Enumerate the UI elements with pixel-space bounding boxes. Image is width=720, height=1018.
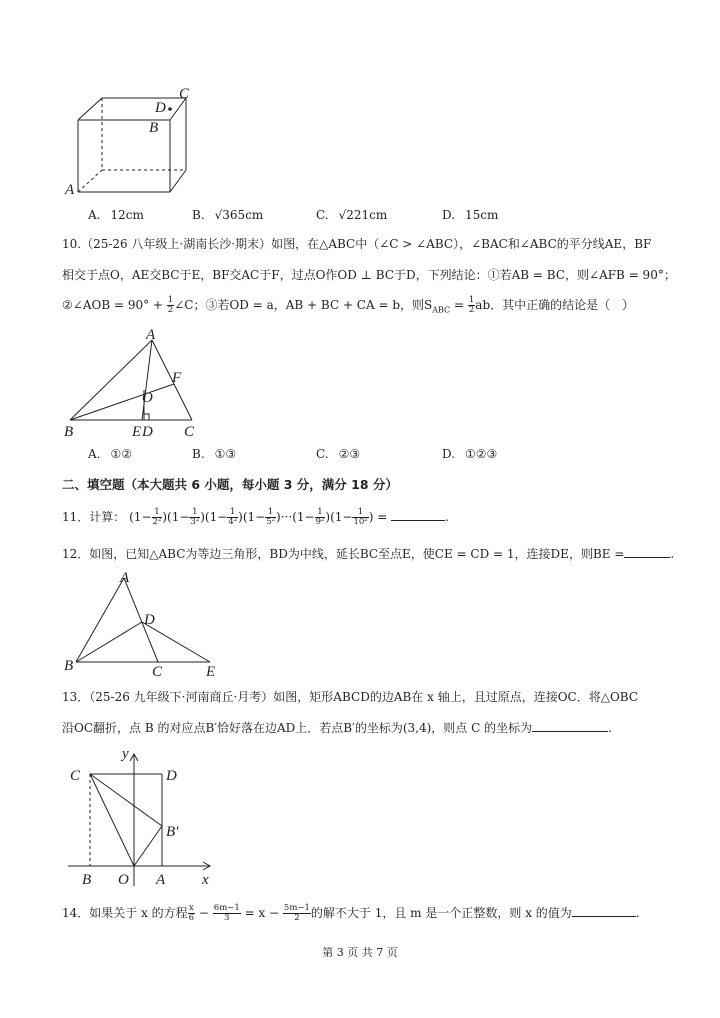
label-o: O: [118, 872, 129, 888]
q10-option-c: [316, 447, 360, 461]
fraction: [283, 904, 311, 923]
label-f: F: [172, 370, 182, 386]
option-text: ①②③: [465, 447, 498, 461]
option-text: ①③: [214, 447, 237, 461]
minus: −: [217, 510, 228, 524]
q11-term-1: (1− $\frac{1}{\text{2²}}$ ): [129, 507, 168, 527]
one: 1: [247, 510, 256, 524]
label-c: C: [179, 86, 190, 102]
option-text: ②③: [338, 447, 361, 461]
option-key: B.: [192, 447, 205, 461]
option-text: 12cm: [110, 208, 144, 222]
section-title: 二、填空题（本大题共 6 小题，每小题 3 分，满分 18 分）: [62, 477, 398, 492]
q13-coordinate-figure: [62, 744, 222, 890]
denominator: 5²: [266, 517, 276, 527]
answer-blank[interactable]: [532, 719, 608, 732]
option-text: √221cm: [338, 208, 388, 222]
label-a: A: [156, 872, 166, 888]
q12-line: [62, 545, 674, 563]
label-d: D: [142, 424, 153, 438]
period: .: [608, 721, 612, 735]
denominator: 4²: [228, 517, 238, 527]
label-e: E: [132, 424, 142, 438]
fraction: [265, 508, 276, 527]
denominator: 6: [188, 913, 195, 923]
minus: −: [141, 510, 152, 524]
denominator: 3²: [190, 517, 200, 527]
label-e: E: [206, 664, 216, 678]
label-y: y: [122, 746, 129, 762]
q11-term-2: (1− $\frac{1}{\text{3²}}$ ): [167, 507, 205, 527]
option-key: D.: [442, 447, 456, 461]
label-a: A: [65, 182, 75, 198]
q10-line-2: 相交于点O，AE交BC于E，BF交AC于F，过点O作OD ⊥ BC于D，下列结论：①若AB = BC，则∠AFB = 90°；: [62, 268, 676, 282]
q11-term-4: (1− $\frac{1}{\text{5²}}$ ): [242, 507, 281, 527]
q14-text: 的解不大于 1，且 m 是一个正整数，则 x 的值为: [310, 906, 572, 920]
label-d: D: [166, 768, 177, 784]
q9-option-a: [88, 208, 144, 222]
label-b: B: [82, 872, 92, 888]
label-c: C: [184, 424, 195, 438]
denominator: 3: [224, 913, 230, 923]
numerator: 1: [167, 295, 174, 305]
period: .: [670, 547, 675, 561]
q11-term-3: (1− $\frac{1}{\text{4²}}$ ): [204, 507, 243, 527]
q11-term-9: (1− $\frac{1}{\text{9²}}$ ): [292, 507, 331, 527]
point-d-dot: [168, 107, 172, 111]
label-b: B: [149, 120, 159, 136]
q9-option-b: [192, 208, 263, 222]
numerator: 1: [315, 508, 326, 518]
numerator: 1: [152, 508, 163, 518]
label-d: D: [155, 100, 166, 116]
q13-text: 沿OC翻折，点 B 的对应点B′恰好落在边AD上．若点B′的坐标为(3,4)，则点 C 的坐标为: [62, 721, 533, 735]
fraction: [213, 904, 241, 923]
label-x: x: [202, 872, 209, 888]
label-b: B: [64, 424, 74, 438]
fraction: [188, 904, 195, 923]
q10-triangle-figure: [62, 326, 212, 438]
equals: =: [373, 510, 392, 524]
q12-text: 12．如图，已知△ABC为等边三角形，BD为中线，延长BC至点E，使CE = CD = 1，连接DE，则BE =: [62, 547, 625, 561]
option-key: A.: [88, 447, 101, 461]
denominator: 10²: [353, 517, 368, 527]
label-b-prime: B′: [166, 824, 179, 840]
one: 1: [171, 510, 180, 524]
minus: −: [304, 510, 315, 524]
label-c: C: [70, 768, 81, 784]
q10-option-a: [88, 447, 132, 461]
q11-term-10: (1− $\frac{1}{\text{10²}}$ ): [330, 507, 374, 527]
denominator: 2: [468, 305, 475, 315]
minus: −: [255, 510, 266, 524]
q10-text: ∠C；③若OD = a，AB + BC + CA = b，则S: [174, 298, 433, 312]
q9-option-c: [316, 208, 387, 222]
q10-option-d: [442, 447, 497, 461]
label-b: B: [64, 658, 74, 674]
ellipsis: ···: [280, 510, 293, 524]
numerator: 1: [352, 508, 368, 518]
q13-line-2: [62, 719, 612, 737]
numerator: x: [188, 903, 194, 913]
label-a: A: [120, 570, 130, 586]
q14-text: 14．如果关于 x 的方程: [62, 906, 188, 920]
q12-triangle-figure: [62, 566, 232, 678]
one: 1: [334, 510, 343, 524]
q9-option-d: [442, 208, 498, 222]
fraction: [189, 508, 200, 527]
option-key: B.: [192, 208, 205, 222]
answer-blank[interactable]: [624, 545, 670, 558]
one: 1: [209, 510, 218, 524]
q10-line-3: [62, 296, 634, 319]
q11-prefix: 11．计算：: [62, 510, 126, 524]
option-text: √365cm: [214, 208, 264, 222]
minus: −: [342, 510, 353, 524]
numerator: 1: [227, 508, 238, 518]
option-key: A.: [88, 208, 101, 222]
answer-blank[interactable]: [572, 904, 636, 917]
numerator: 1: [189, 508, 200, 518]
minus: −: [195, 906, 213, 920]
label-c: C: [152, 664, 163, 678]
numerator: 1: [468, 295, 475, 305]
numerator: 1: [265, 508, 276, 518]
q14-text: = x −: [240, 906, 283, 920]
option-text: ①②: [110, 447, 132, 461]
subscript: ABC: [432, 305, 451, 315]
label-o: O: [142, 390, 153, 406]
q10-text: =: [450, 298, 468, 312]
one: 1: [133, 510, 142, 524]
q14-line: [62, 904, 640, 923]
fraction: [227, 508, 238, 527]
denominator: 2²: [152, 517, 162, 527]
option-key: C.: [316, 447, 329, 461]
numerator: 5m−1: [283, 903, 310, 913]
q11-line: [62, 508, 449, 527]
label-a: A: [146, 327, 156, 343]
option-key: D.: [442, 208, 456, 222]
page-footer: 第 3 页 共 7 页: [322, 946, 398, 959]
answer-blank[interactable]: [391, 508, 445, 521]
fraction: [352, 508, 368, 527]
minus: −: [179, 510, 190, 524]
numerator: 6m−1: [213, 903, 240, 913]
denominator: 2: [294, 913, 300, 923]
period: .: [445, 510, 449, 524]
option-text: 15cm: [465, 208, 499, 222]
q10-line-1: 10.（25-26 八年级上·湖南长沙·期末）如图，在△ABC中（∠C > ∠ABC），∠BAC和∠ABC的平分线AE，BF: [62, 237, 652, 251]
fraction: [152, 508, 163, 527]
q10-text: ②∠AOB = 90° +: [62, 298, 167, 312]
denominator: 9²: [315, 517, 325, 527]
q10-text: ab．其中正确的结论是（ ）: [475, 298, 635, 312]
period: .: [635, 906, 640, 920]
label-d: D: [144, 612, 155, 628]
denominator: 2: [167, 305, 174, 315]
q9-cube-figure: [62, 84, 232, 202]
fraction: [315, 508, 326, 527]
q13-line-1: 13．（25-26 九年级下·河南商丘·月考）如图，矩形ABCD的边AB在 x 轴上，且过原点，连接OC．将△OBC: [62, 690, 639, 704]
option-key: C.: [316, 208, 329, 222]
q10-option-b: [192, 447, 236, 461]
one: 1: [296, 510, 305, 524]
